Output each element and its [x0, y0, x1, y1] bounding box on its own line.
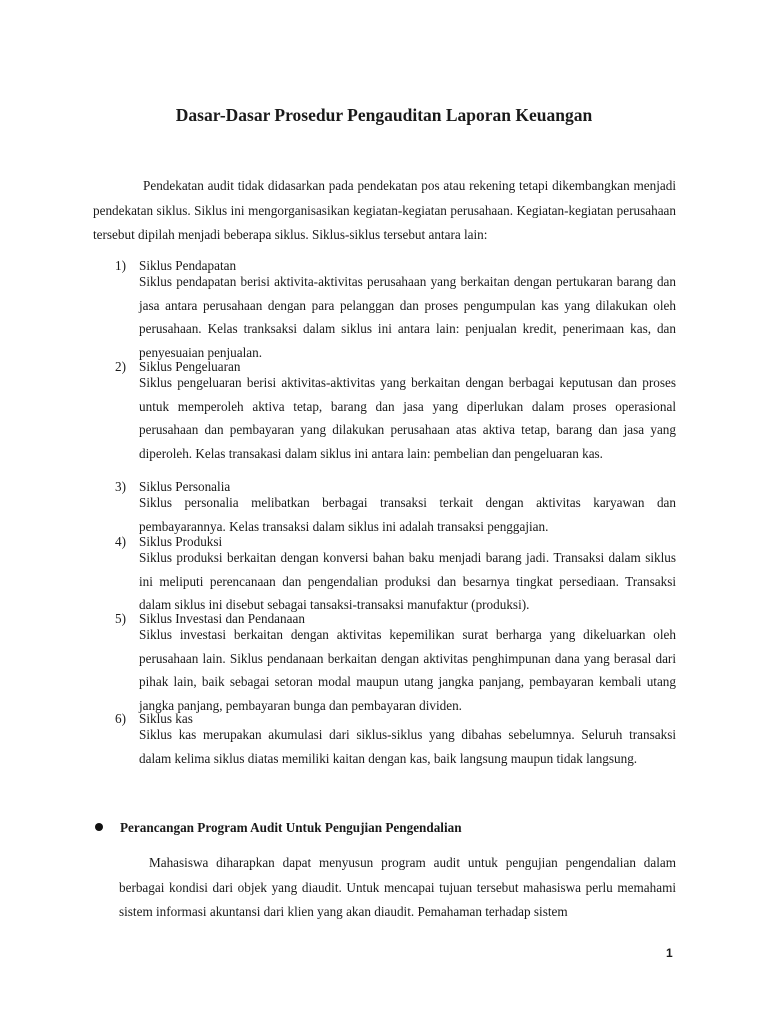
section-heading-row	[93, 818, 676, 838]
section-paragraph	[119, 851, 676, 925]
list-item-number: 4)	[115, 534, 126, 549]
list-item-number: 3)	[115, 479, 126, 494]
list-item-heading: Siklus Pengeluaran	[139, 359, 241, 374]
list-item-number: 6)	[115, 711, 126, 726]
list-item-heading: Siklus kas	[139, 711, 193, 726]
intro-paragraph	[93, 174, 676, 248]
list-item-heading: Siklus Pendapatan	[139, 258, 237, 273]
list-item-text: Siklus kas merupakan akumulasi dari siklus-siklus yang dibahas sebelumnya. Seluruh transaksi dalam kelima siklus diatas memiliki kaitan dengan kas, baik langsung maupun tidak langsung.	[139, 727, 676, 766]
list-item-text: Siklus pendapatan berisi aktivita-aktivitas perusahaan yang berkaitan dengan pertukaran barang dan jasa antara perusahaan dengan para pelanggan dan proses pengumpulan kas yang dilakukan oleh perusahaan. Kelas tranksaksi dalam siklus ini antara lain: penjualan kredit, penerimaan kas, dan penyesuaian penjualan.	[139, 274, 676, 360]
section-text: Mahasiswa diharapkan dapat menyusun program audit untuk pengujian pengendalian dalam berbagai kondisi dari objek yang diaudit. Untuk mencapai tujuan tersebut mahasiswa perlu memahami sistem informasi akuntansi dari klien yang akan diaudit. Pemahaman terhadap sistem	[119, 855, 676, 919]
list-item-number: 2)	[115, 359, 126, 374]
document-title: Dasar-Dasar Prosedur Pengauditan Laporan Keuangan	[175, 105, 593, 125]
list-item-number: 1)	[115, 258, 126, 273]
list-item-text: Siklus produksi berkaitan dengan konversi bahan baku menjadi barang jadi. Transaksi dalam siklus ini meliputi perencanaan dan pengendalian produksi dan besarnya tingkat persediaan. Transaksi dalam siklus ini disebut sebagai tansaksi-transaksi manufaktur (produksi).	[139, 550, 676, 612]
list-item-text: Siklus personalia melibatkan berbagai transaksi terkait dengan aktivitas karyawan dan pembayarannya. Kelas transaksi dalam siklus ini adalah transaksi penggajian.	[139, 495, 676, 534]
list-item-text: Siklus pengeluaran berisi aktivitas-aktivitas yang berkaitan dengan berbagai keputusan dan proses untuk memperoleh aktiva tetap, barang dan jasa yang diperlukan dalam proses operasional perusahaan dan pembayaran yang dilakukan perusahaan atas aktiva tetap, barang dan jasa yang diperoleh. Kelas transakasi dalam siklus ini antara lain: pembelian dan pengeluaran kas.	[139, 375, 676, 461]
section-heading: Perancangan Program Audit Untuk Pengujian Pengendalian	[120, 820, 462, 835]
list-item-heading: Siklus Investasi dan Pendanaan	[139, 611, 305, 626]
list-item-number: 5)	[115, 611, 126, 626]
list-item-heading: Siklus Produksi	[139, 534, 223, 549]
list-item-text: Siklus investasi berkaitan dengan aktivitas kepemilikan surat berharga yang dikeluarkan oleh perusahaan lain. Siklus pendanaan berkaitan dengan aktivitas penghimpunan dana yang berasal dari pihak lain, baik sebagai setoran modal maupun utang jangka panjang, pembayaran kembali utang jangka panjang, pembayaran bunga dan pembayaran dividen.	[139, 627, 676, 713]
list-item-heading: Siklus Personalia	[139, 479, 231, 494]
bullet-dot-icon	[95, 823, 103, 831]
intro-text: Pendekatan audit tidak didasarkan pada pendekatan pos atau rekening tetapi dikembangkan menjadi pendekatan siklus. Siklus ini mengorganisasikan kegiatan-kegiatan perusahaan. Kegiatan-kegiatan perusahaan tersebut dipilah menjadi beberapa siklus. Siklus-siklus tersebut antara lain:	[93, 178, 676, 242]
page-number: 1	[666, 946, 673, 960]
